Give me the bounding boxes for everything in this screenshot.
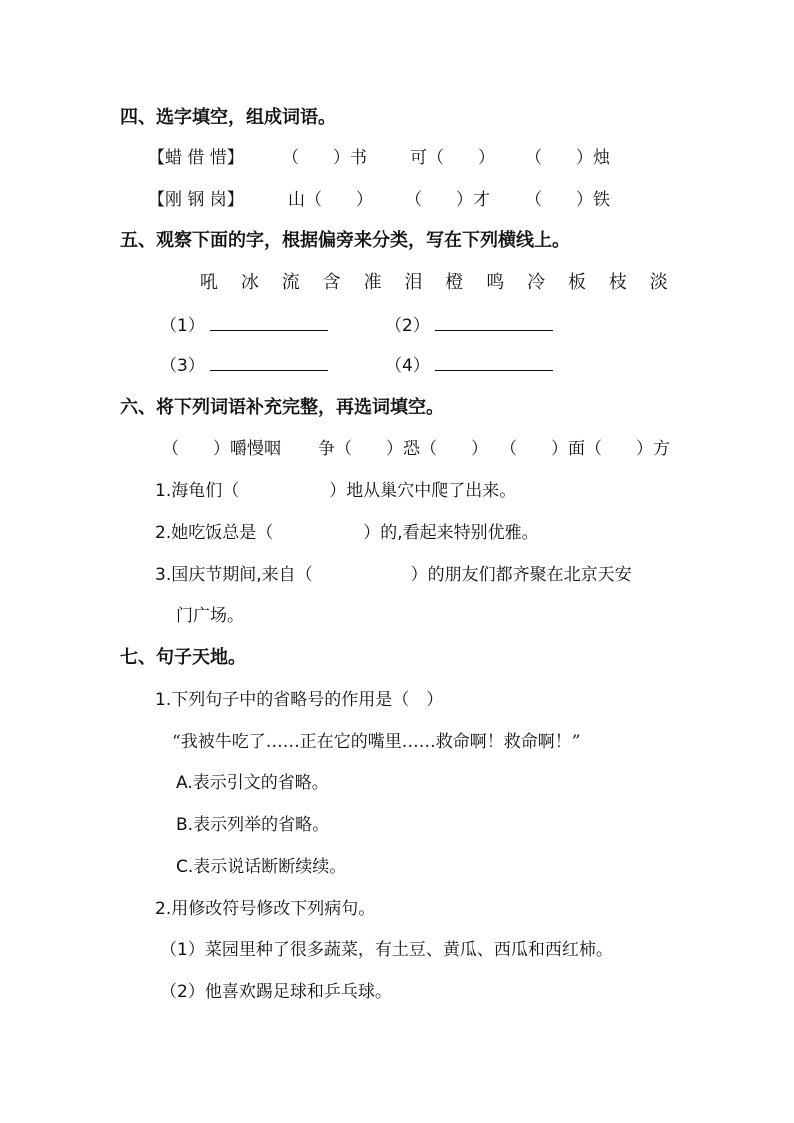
sentence-1: （1）菜园里种了很多蔬菜，有土豆、黄瓜、西瓜和西红柿。	[160, 940, 613, 960]
section-4-item: （ ）铁	[525, 190, 610, 210]
char: 含	[322, 272, 341, 293]
section-4-item: （ ）烛	[525, 148, 610, 168]
slot-label: （1）	[160, 316, 205, 336]
char: 吼	[200, 272, 218, 293]
slot-label: （4）	[385, 356, 430, 376]
section-4-item: （ ）书	[282, 148, 367, 168]
sentence-2: （2）他喜欢踢足球和乒乓球。	[160, 982, 392, 1002]
question-text: 1.海龟们（	[155, 481, 240, 501]
section-4-item: （ ）才	[405, 190, 490, 210]
section-4-group-2: 【刚 钢 岗】	[148, 190, 244, 210]
question-text: ）的朋友们都齐聚在北京天安	[410, 565, 632, 585]
option-b[interactable]: B.表示列举的省略。	[176, 815, 330, 835]
char: 板	[568, 272, 587, 293]
section-4-title: 四、选字填空，组成词语。	[120, 107, 336, 128]
char: 泪	[404, 272, 423, 293]
char: 枝	[608, 272, 627, 293]
question-6-1	[155, 476, 516, 506]
answer-line[interactable]	[435, 352, 553, 371]
char: 鸣	[486, 272, 505, 293]
question-text: 3.国庆节期间,来自（	[155, 565, 313, 585]
answer-line[interactable]	[435, 312, 553, 331]
question-text: 2.她吃饭总是（	[155, 523, 274, 543]
classify-slot-4	[385, 351, 553, 381]
question-text: ）地从巢穴中爬了出来。	[329, 481, 517, 501]
section-4-item: 可（ ）	[410, 148, 495, 168]
slot-label: （3）	[160, 356, 205, 376]
question-6-3-continued: 门广场。	[176, 606, 244, 626]
char: 橙	[445, 272, 464, 293]
char: 冷	[527, 272, 546, 293]
idiom-word: （ ）面（ ）方	[500, 439, 670, 459]
question-text: ）的,看起来特别优雅。	[363, 523, 539, 543]
section-5-title: 五、观察下面的字，根据偏旁来分类，写在下列横线上。	[120, 230, 570, 251]
question-7-1: 1.下列句子中的省略号的作用是（ ）	[155, 690, 444, 710]
option-c[interactable]: C.表示说话断断续续。	[176, 857, 347, 877]
answer-line[interactable]	[210, 352, 328, 371]
classify-slot-2	[385, 311, 553, 341]
answer-line[interactable]	[210, 312, 328, 331]
question-7-2: 2.用修改符号修改下列病句。	[155, 899, 376, 919]
question-6-2	[155, 518, 539, 548]
section-7-title: 七、句子天地。	[120, 647, 246, 668]
option-a[interactable]: A.表示引文的省略。	[176, 773, 329, 793]
char: 冰	[240, 272, 259, 293]
char: 准	[363, 272, 382, 293]
section-4-item: 山（ ）	[288, 190, 373, 210]
idiom-word: （ ）嚼慢咽	[162, 439, 281, 459]
idiom-word: 争（ ）恐（ ）	[318, 439, 488, 459]
section-4-group-1: 【蜡 借 惜】	[148, 148, 244, 168]
question-6-3	[155, 560, 632, 590]
quoted-sentence: “我被牛吃了……正在它的嘴里……救命啊！救命啊！”	[172, 732, 581, 752]
classify-slot-1	[160, 311, 328, 341]
classify-slot-3	[160, 351, 328, 381]
char: 流	[281, 272, 300, 293]
slot-label: （2）	[385, 316, 430, 336]
character-list	[200, 268, 668, 298]
char: 淡	[649, 272, 668, 293]
section-6-title: 六、将下列词语补充完整，再选词填空。	[120, 397, 444, 418]
